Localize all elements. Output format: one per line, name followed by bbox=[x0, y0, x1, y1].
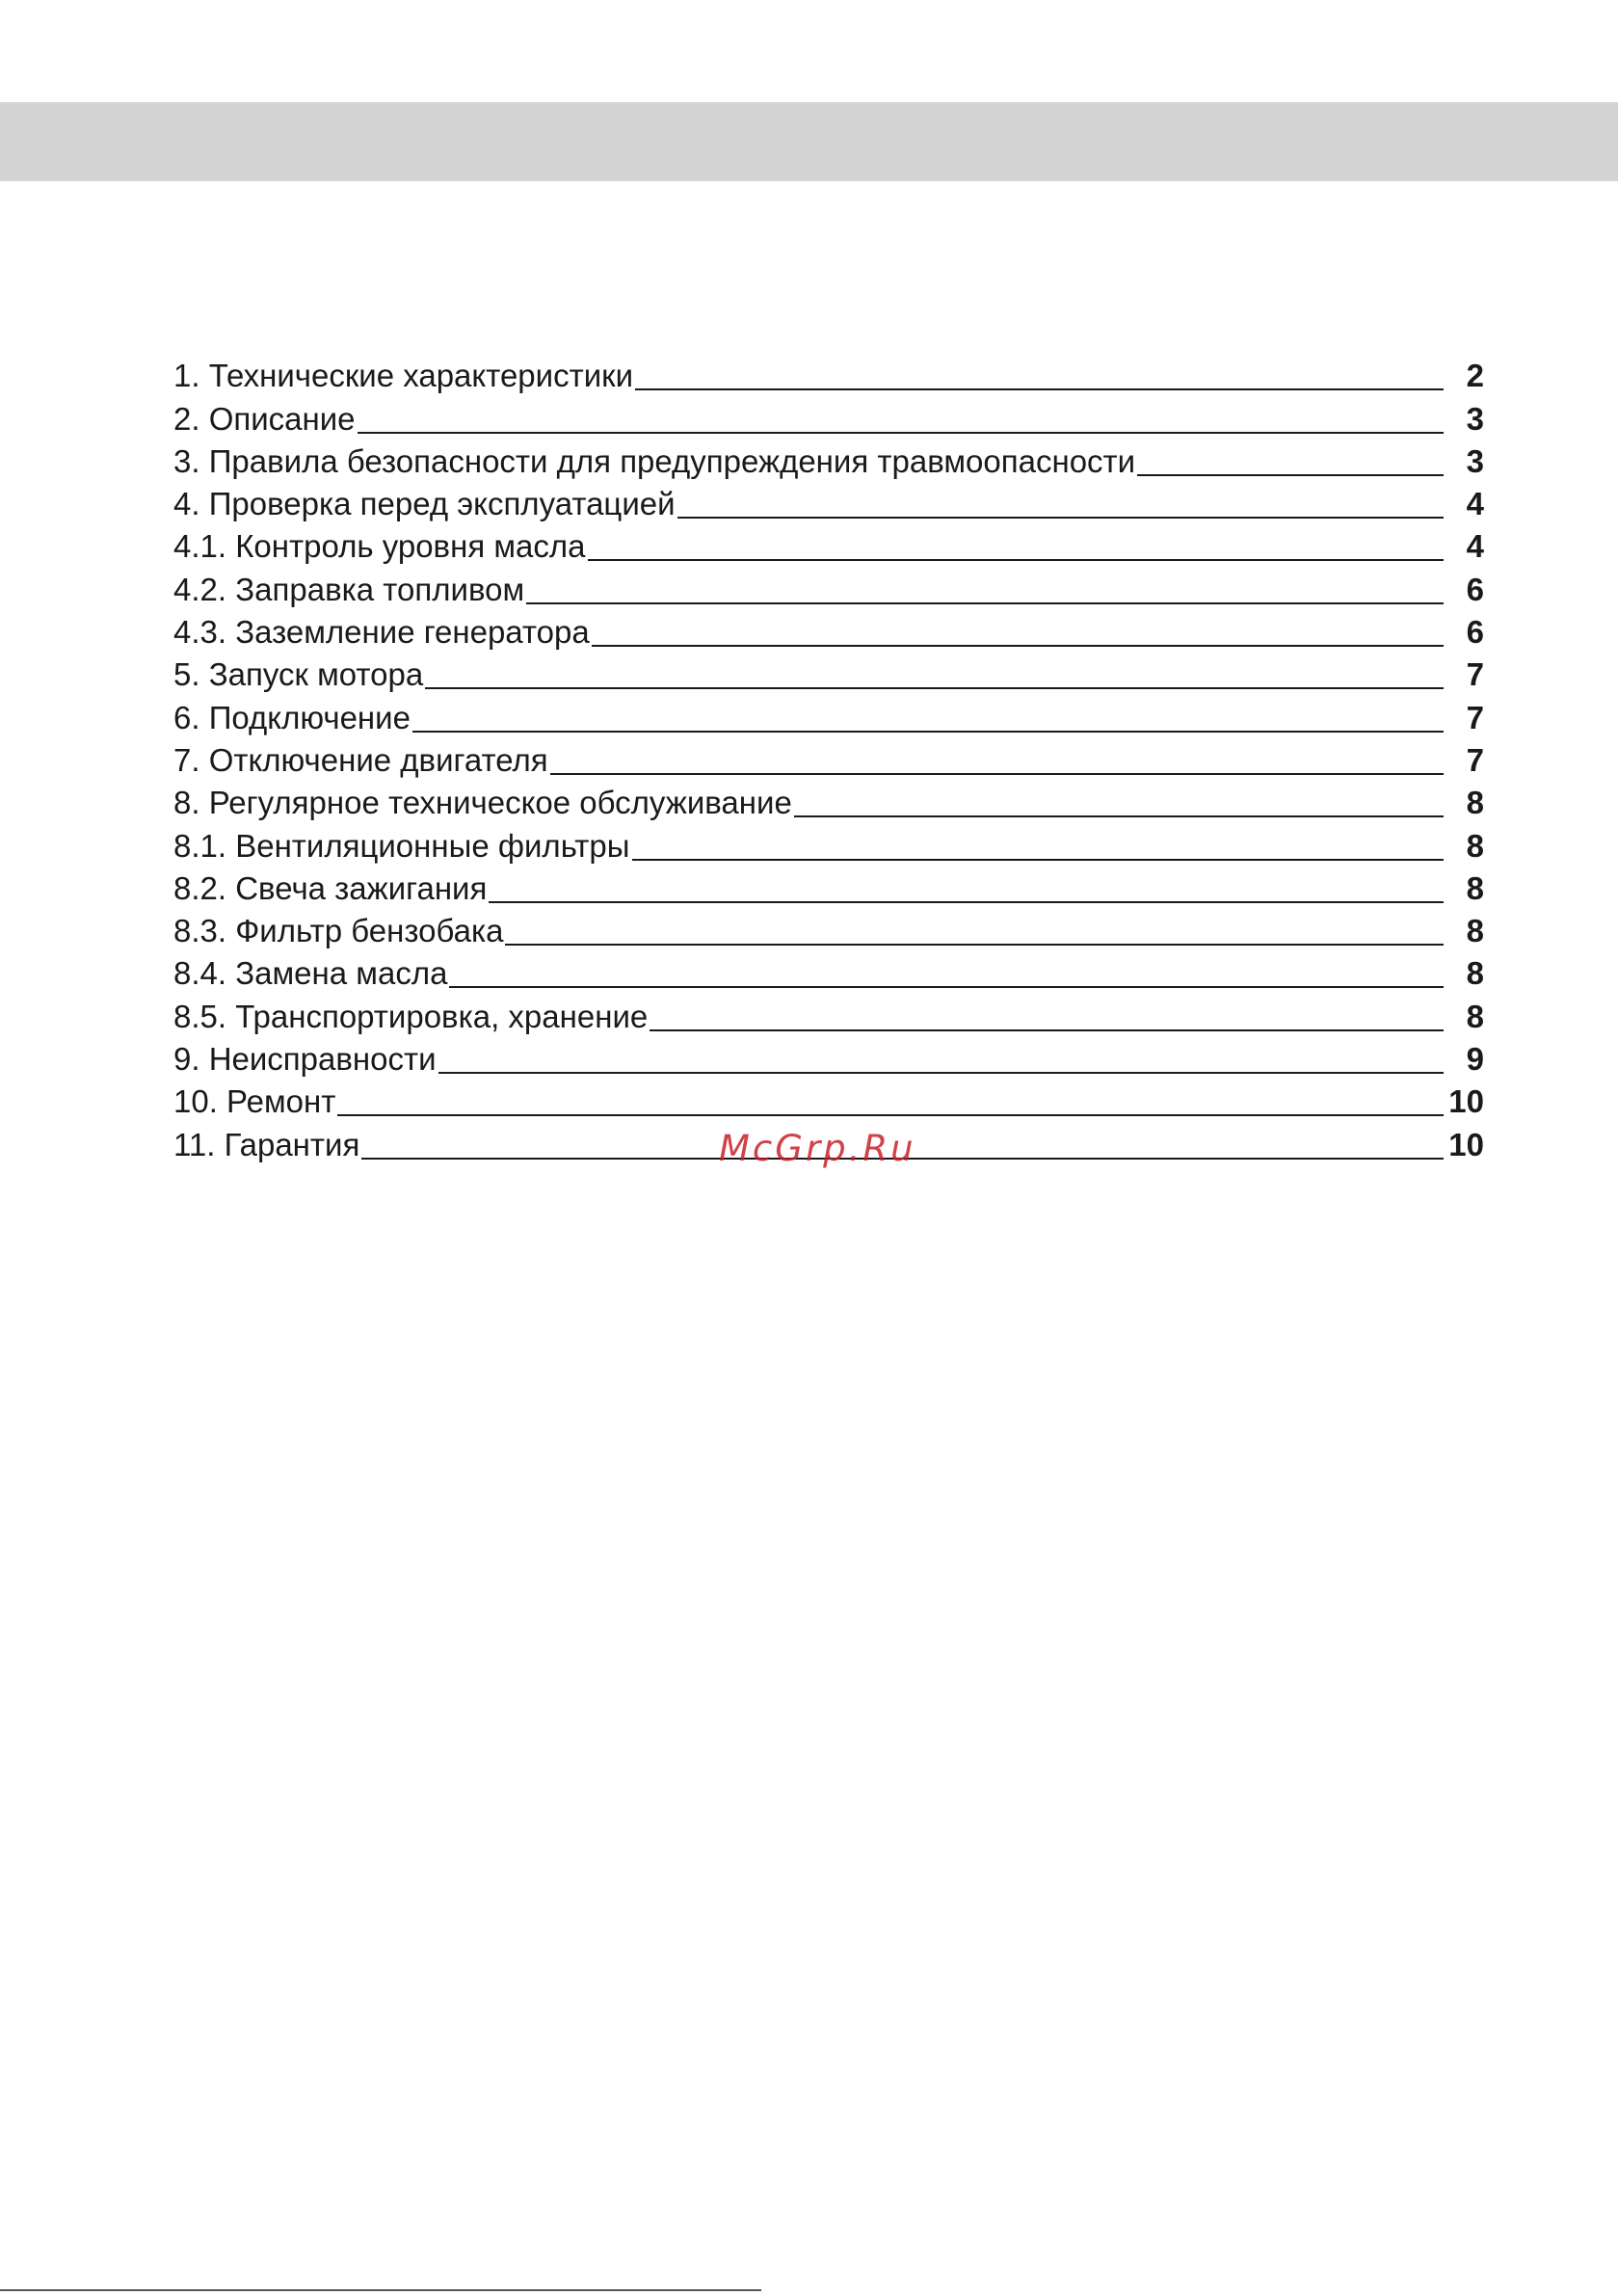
toc-entry-title: 7. Отключение двигателя bbox=[173, 741, 548, 778]
toc-entry-title: 8.2. Свеча зажигания bbox=[173, 869, 488, 906]
toc-entry-page: 10 bbox=[1448, 1126, 1484, 1162]
toc-entry[interactable] bbox=[173, 650, 1484, 692]
toc-entry-page: 9 bbox=[1466, 1041, 1484, 1078]
toc-entry[interactable] bbox=[173, 991, 1484, 1033]
toc-entry[interactable] bbox=[173, 864, 1484, 906]
toc-entry-page: 8 bbox=[1466, 869, 1484, 906]
toc-entry-page: 7 bbox=[1466, 699, 1484, 735]
toc-entry-page: 2 bbox=[1466, 358, 1484, 394]
toc-leader-line bbox=[526, 602, 1444, 604]
toc-leader-line bbox=[337, 1114, 1444, 1116]
toc-entry[interactable] bbox=[173, 564, 1484, 606]
toc-entry-page: 3 bbox=[1466, 442, 1484, 479]
toc-entry-page: 8 bbox=[1466, 998, 1484, 1034]
toc-leader-line bbox=[412, 731, 1444, 733]
toc-entry-page: 6 bbox=[1466, 614, 1484, 651]
toc-entry[interactable] bbox=[173, 948, 1484, 991]
toc-leader-line bbox=[438, 1072, 1444, 1074]
toc-leader-line bbox=[592, 645, 1444, 647]
toc-entry[interactable] bbox=[173, 437, 1484, 479]
toc-entry-page: 8 bbox=[1466, 827, 1484, 864]
toc-entry-page: 6 bbox=[1466, 571, 1484, 607]
toc-entry[interactable] bbox=[173, 692, 1484, 734]
toc-entry-title: 2. Описание bbox=[173, 400, 356, 437]
toc-entry[interactable] bbox=[173, 393, 1484, 436]
toc-leader-line bbox=[358, 432, 1444, 434]
toc-leader-line bbox=[449, 986, 1444, 988]
toc-entry-title: 8.1. Вентиляционные фильтры bbox=[173, 827, 630, 864]
toc-entry-title: 8.4. Замена масла bbox=[173, 955, 448, 992]
toc-entry-title: 5. Запуск мотора bbox=[173, 656, 424, 693]
toc-entry-page: 3 bbox=[1466, 400, 1484, 437]
toc-entry-title: 8.5. Транспортировка, хранение bbox=[173, 998, 649, 1034]
toc-entry[interactable] bbox=[173, 778, 1484, 820]
toc-entry-title: 6. Подключение bbox=[173, 699, 411, 735]
toc-entry[interactable] bbox=[173, 351, 1484, 393]
toc-entry-title: 8. Регулярное техническое обслуживание bbox=[173, 785, 792, 821]
toc-entry-page: 4 bbox=[1466, 486, 1484, 522]
toc-entry-page: 7 bbox=[1466, 656, 1484, 693]
toc-entry-page: 8 bbox=[1466, 955, 1484, 992]
toc-entry-page: 10 bbox=[1448, 1083, 1484, 1120]
toc-entry-page: 8 bbox=[1466, 785, 1484, 821]
toc-entry[interactable] bbox=[173, 607, 1484, 650]
header-band bbox=[0, 102, 1618, 181]
toc-entry-title: 8.3. Фильтр бензобака bbox=[173, 913, 504, 949]
toc-entry-page: 4 bbox=[1466, 528, 1484, 565]
toc-entry[interactable] bbox=[173, 820, 1484, 863]
toc-entry-title: 4.2. Заправка топливом bbox=[173, 571, 525, 607]
watermark-text: McGrp.Ru bbox=[719, 1128, 916, 1169]
toc-entry-page: 7 bbox=[1466, 741, 1484, 778]
toc-leader-line bbox=[794, 815, 1444, 817]
toc-entry[interactable] bbox=[173, 1034, 1484, 1077]
toc-leader-line bbox=[650, 1029, 1444, 1031]
toc-entry-page: 8 bbox=[1466, 913, 1484, 949]
toc-entry[interactable] bbox=[173, 906, 1484, 948]
toc-entry-title: 4. Проверка перед эксплуатацией bbox=[173, 486, 676, 522]
toc-entry-title: 10. Ремонт bbox=[173, 1083, 336, 1120]
toc-leader-line bbox=[505, 944, 1444, 946]
toc-entry[interactable] bbox=[173, 735, 1484, 778]
toc-entry[interactable] bbox=[173, 1077, 1484, 1119]
toc-leader-line bbox=[632, 859, 1445, 861]
toc-leader-line bbox=[677, 517, 1444, 519]
toc-leader-line bbox=[489, 901, 1444, 903]
toc-leader-line bbox=[1137, 474, 1444, 476]
toc-entry-title: 11. Гарантия bbox=[173, 1126, 360, 1162]
toc-entry-title: 4.3. Заземление генератора bbox=[173, 614, 590, 651]
toc-leader-line bbox=[550, 773, 1444, 775]
toc-entry[interactable] bbox=[173, 479, 1484, 521]
table-of-contents bbox=[173, 351, 1484, 1162]
toc-leader-line bbox=[425, 687, 1444, 689]
toc-entry-title: 1. Технические характеристики bbox=[173, 358, 634, 394]
toc-entry-title: 9. Неисправности bbox=[173, 1041, 437, 1078]
footer-rule bbox=[0, 2289, 761, 2291]
toc-entry-title: 4.1. Контроль уровня масла bbox=[173, 528, 586, 565]
toc-leader-line bbox=[588, 559, 1444, 561]
toc-entry[interactable] bbox=[173, 521, 1484, 564]
toc-entry-title: 3. Правила безопасности для предупреждения травмоопасности bbox=[173, 442, 1136, 479]
toc-leader-line bbox=[635, 388, 1444, 390]
